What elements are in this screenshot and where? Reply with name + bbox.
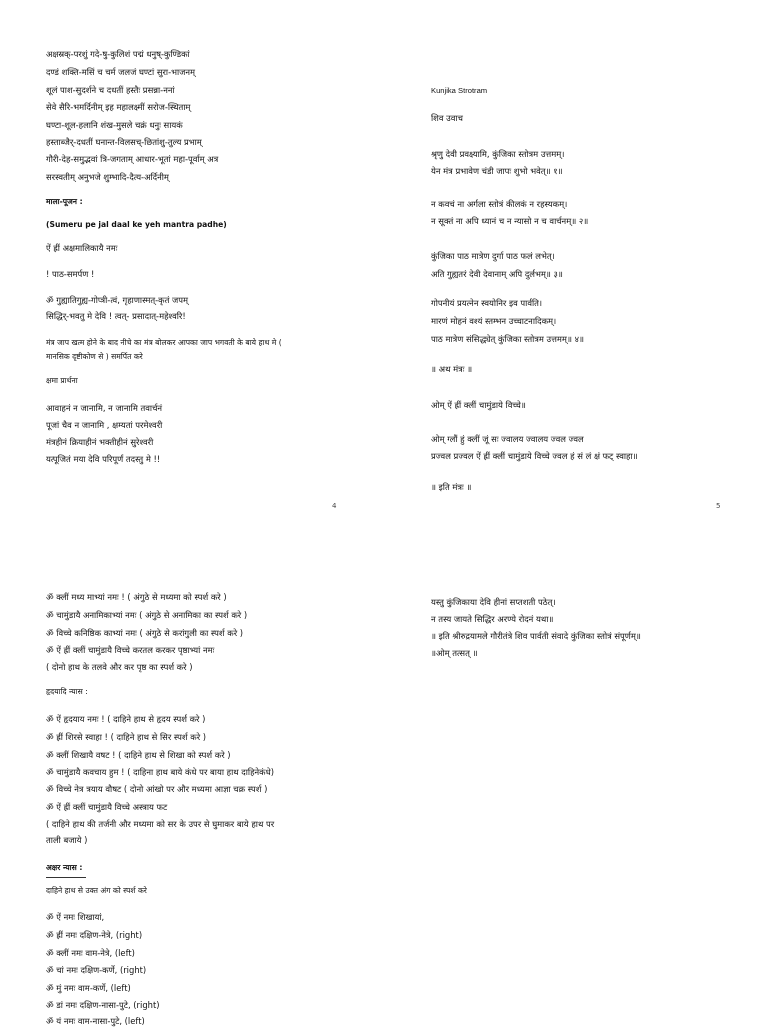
path-samarpan-heading: ! पाठ-समर्पण ! [46,269,95,279]
verse-line: गौरी-देह-समुद्भवां त्रि-जगताम् आधार-भूतां महा-पूर्वाम् अत्र [46,154,219,164]
akshar-nyasa-heading: अक्षर न्यास : [46,863,83,872]
iti-mantra: ॥ इति मंत्रः ॥ [431,482,472,492]
hridayadi-line: ॐ ह्रीं शिरसे स्वाहा ! ( दाहिने हाथ से सिर स्पर्श करे ) [46,732,207,742]
mala-mantra: ऐं ह्रीं अक्षमालिकायै नमः [46,243,118,253]
page-number: 4 [332,502,337,510]
mantra-line-1: ओम् ऐं ह्रीं क्लीं चामुंडाये विच्चे॥ [431,400,526,410]
verse-line: येन मंत्र प्रभावेण चंडी जापः शुभो भवेत्॥ १॥ [431,166,563,176]
akshar-line: ॐ चां नमः दक्षिण-कर्णे, (right) [46,965,147,975]
akshar-line: ॐ ह्रीं नमः दक्षिण-नेत्रे, (right) [46,930,143,940]
kshama-line: पूजां चैव न जानामि , क्षम्यतां परमेश्वरी [46,420,163,430]
verse-line: न सूक्तं ना अपि ध्यानं च न न्यासो न च वार्चनम्॥ २॥ [431,216,589,226]
verse-line: मारणं मोहनं वश्यं स्तम्भन उच्चाटनादिकम्। [431,316,557,326]
hridayadi-line: ॐ विच्चे नेत्र त्रयाय वौषट ( दोनो आंखो पर और मध्यमा आज्ञा चक्र स्पर्श ) [46,784,268,794]
verse-line: अक्षस्रक्-परशुं गदे-षु-कुलिशं पद्मं धनुष्-कुण्डिकां [46,49,190,59]
verse-line: न कवचं ना अर्गला स्तोत्रं कीलकं न रहस्यकम्। [431,199,568,209]
verse-line: श्रृणु देवी प्रवक्ष्यामि, कुंजिका स्तोत्रम उत्तमम्। [431,149,565,159]
sumeru-note: (Sumeru pe jal daal ke yeh mantra padhe) [46,220,227,229]
verse-line: गोपनीयं प्रयत्नेन स्वयोनिर इव पार्वति। [431,298,543,308]
verse-line: सरस्वतीम् अनुभजे शुम्भादि-दैत्य-अर्दिनीम् [46,172,169,182]
akshar-line: ॐ डां नमः दक्षिण-नासा-पुटे, (right) [46,1000,160,1010]
hridayadi-line: ताली बजाये ) [46,835,88,845]
kshama-heading: क्षमा प्रार्थना [46,376,78,385]
verse-line: घण्टा-शूल-हलानि शंख-मुसले चक्रं धनुः सायकं [46,120,183,130]
closing-line: ॥ इति श्रीरुद्रयामले गौरीतंत्रे शिव पार्वती संवादे कुंजिका स्तोत्रं संपूर्णम्॥ [431,631,641,641]
akshar-line: ॐ मुं नमः वाम-कर्णे, (left) [46,983,131,993]
verse-line: शूलं पाश-सुदर्शने च दधतीं हस्तैः प्रसन्ना-ननां [46,85,175,95]
hridayadi-line: ॐ चामुंडायै कवचाय हुम ! ( दाहिना हाथ बाये कंधे पर बाया हाथ दाहिनेकंधे) [46,767,275,777]
page-title: Kunjika Strotram [431,86,488,95]
page-4 [0,0,384,512]
kshama-line: यत्पूजितं मया देवि परिपूर्णं तदस्तु मे !! [46,454,161,464]
mala-pujan-heading: माला-पूजन : [46,197,83,206]
mantra-line-2: ओम् ग्लौं हुं क्लीं जूं सः ज्वालय ज्वालय ज्वल ज्वल [431,434,584,444]
verse-line: सेवे सैरि-भमर्दिनीम् इह महालक्ष्मीं सरोज-स्थिताम् [46,102,191,112]
instruction-line-1: मंत्र जाप खत्म होने के बाद नीचे का मंत्र बोलकर आपका जाप भगवती के बाये हाथ मे ( [46,338,282,347]
hridayadi-line: ॐ ऐं हृदयाय नमः ! ( दाहिने हाथ से हृदय स्पर्श करे ) [46,714,206,724]
hridayadi-line: ( दाहिने हाथ की तर्जनी और मध्यमा को सर के उपर से घुमाकर बाये हाथ पर [46,819,275,829]
nyasa-line: ॐ ऐं ह्रीं क्लीं चामुंडायै विच्चे करतल करकर पृष्ठाभ्यां नमः [46,645,215,655]
kshama-line: मंत्रहीनं क्रियाहीनं भक्तीहीनं सुरेश्वरी [46,437,154,447]
verse-line: हस्ताब्जैर्-दधतीं घनान्त-विलसच्-छितांशु-तुल्य प्रभाम् [46,137,202,147]
kshama-line: आवाहनं न जानामि, न जानामि तवार्चनं [46,403,163,413]
page-number: 5 [716,502,721,510]
page-7 [384,512,768,1024]
verse-line: कुंजिका पाठ मात्रेण दुर्गा पाठ फलं लभेत्। [431,251,555,261]
mantra-line-3: प्रज्वल प्रज्वल ऐं ह्रीं क्लीं चामुंडाये विच्चे ज्वल हं सं लं क्षं फट् स्वाहा॥ [431,451,638,461]
nyasa-line: ॐ चामुंडायै अनामिकाभ्यां नमः ( अंगुठे से अनामिका का स्पर्श करे ) [46,610,248,620]
verse-line: पाठ मात्रेण संसिद्ध्येत् कुंजिका स्तोत्रम उत्तमम्॥ ४॥ [431,334,584,344]
page-6 [0,512,384,1024]
closing-line: न तस्य जायते सिद्धिर अरण्ये रोदनं यथा॥ [431,614,554,624]
akshar-line: ॐ क्लीं नमः वाम-नेत्रे, (left) [46,948,135,958]
page-5 [384,0,768,512]
closing-line: ॥ओम् तत्सत् ॥ [431,648,478,658]
shiva-uvacha: शिव उवाच [431,113,463,123]
nyasa-line: ॐ क्लीं मध्य माभ्यां नमः ! ( अंगुठे से मध्यमा को स्पर्श करे ) [46,592,227,602]
nyasa-line: ॐ विच्चे कनिष्ठिक काभ्यां नमः ( अंगुठे से करांगुली का स्पर्श करे ) [46,628,244,638]
nyasa-line: ( दोनो हाथ के तलवे और कर पृष्ठ का स्पर्श करे ) [46,662,193,672]
akshar-line: ॐ यं नमः वाम-नासा-पुटे, (left) [46,1016,145,1026]
atha-mantra: ॥ अथ मंत्रः ॥ [431,364,473,374]
guhyati-line-1: ॐ गुह्यातिगुह्य-गोप्त्री-त्वं, गृहाणास्मत्-कृतं जपम् [46,295,188,305]
heading-underline [46,877,86,878]
akshar-line: ॐ ऐं नमः शिखायां, [46,912,105,922]
verse-line: दण्डं शक्ति-मसिं च चर्म जलजं घण्टां सुरा-भाजनम् [46,67,196,77]
akshar-instruction: दाहिने हाथ से उक्त अंग को स्पर्श करे [46,886,147,895]
guhyati-line-2: सिद्धिर्-भवतु मे देवि ! त्वत्- प्रसादात्-महेश्वरि! [46,311,186,321]
hridayadi-line: ॐ क्लीं शिखायै वषट ! ( दाहिने हाथ से शिखा को स्पर्श करे ) [46,750,231,760]
hridayadi-heading: हृदयादि न्यास : [46,687,88,696]
hridayadi-line: ॐ ऐं ह्रीं क्लीं चामुंडायै विच्चे अस्त्राय फट [46,802,168,812]
verse-line: अति गुह्यतरं देवी देवानाम् अपि दुर्लभम्॥ ३॥ [431,269,563,279]
closing-line: यस्तु कुंजिकाया देवि हीनां सप्तशती पठेत्। [431,597,556,607]
instruction-line-2: मानसिक दृष्टीकोण से ) समर्पित करे [46,352,143,361]
